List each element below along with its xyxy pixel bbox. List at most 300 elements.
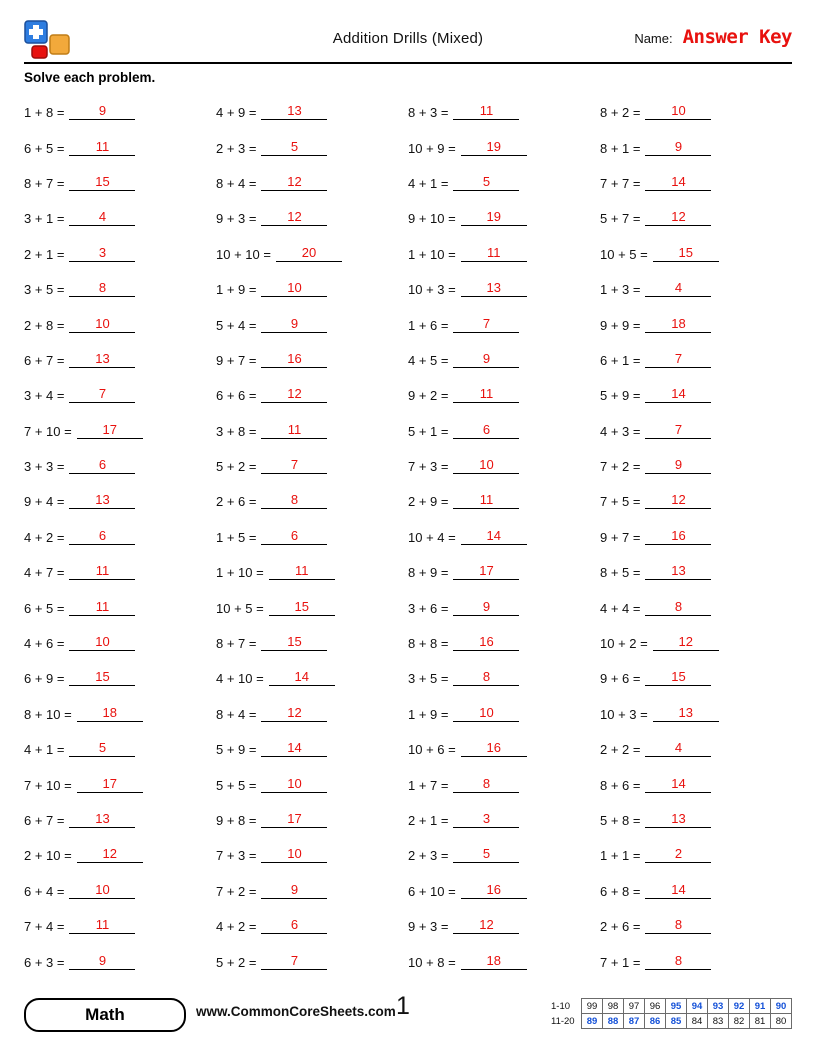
answer-value: 9 (98, 103, 107, 119)
answer-value: 5 (98, 740, 107, 756)
problem-expression: 4 + 6 = (24, 636, 65, 652)
answer-blank[interactable] (69, 280, 135, 297)
answer-value: 5 (290, 138, 299, 154)
answer-value: 14 (486, 527, 501, 543)
problem-item (24, 767, 216, 802)
problem-expression: 4 + 2 = (24, 529, 65, 545)
answer-blank[interactable] (453, 811, 519, 828)
answer-blank[interactable] (69, 599, 135, 616)
problem-expression: 10 + 5 = (600, 246, 648, 262)
problem-item (408, 237, 600, 272)
problem-item (600, 166, 792, 201)
answer-value: 9 (674, 457, 683, 473)
problem-expression: 9 + 3 = (216, 211, 257, 227)
answer-blank[interactable] (645, 209, 711, 226)
answer-value: 4 (674, 740, 683, 756)
answer-blank[interactable] (69, 882, 135, 899)
answer-blank[interactable] (645, 528, 711, 545)
answer-value: 19 (486, 209, 501, 225)
problem-expression: 1 + 10 = (216, 565, 264, 581)
problem-item (24, 590, 216, 625)
problem-item (600, 414, 792, 449)
problem-item (408, 590, 600, 625)
answer-value: 12 (287, 386, 302, 402)
answer-blank[interactable] (453, 705, 519, 722)
answer-value: 8 (482, 669, 491, 685)
answer-blank[interactable] (453, 351, 519, 368)
problem-expression: 8 + 4 = (216, 175, 257, 191)
answer-value: 15 (671, 669, 686, 685)
answer-blank[interactable] (653, 634, 719, 651)
score-cell: 92 (729, 999, 750, 1014)
answer-value: 20 (301, 244, 317, 260)
answer-blank[interactable] (453, 386, 519, 403)
answer-blank[interactable] (69, 669, 135, 686)
problem-item (408, 767, 600, 802)
problem-expression: 7 + 1 = (600, 954, 641, 970)
problem-expression: 6 + 4 = (24, 883, 65, 899)
answer-blank[interactable] (276, 245, 342, 262)
problem-item (600, 343, 792, 378)
answer-blank[interactable] (261, 705, 327, 722)
answer-blank[interactable] (77, 846, 143, 863)
answer-blank[interactable] (69, 139, 135, 156)
problem-expression: 1 + 3 = (600, 282, 641, 298)
problem-expression: 10 + 3 = (408, 282, 456, 298)
answer-value: 19 (486, 138, 501, 154)
answer-blank[interactable] (69, 528, 135, 545)
problem-expression: 7 + 2 = (216, 883, 257, 899)
answer-value: 10 (479, 457, 494, 473)
answer-blank[interactable] (645, 846, 711, 863)
problem-expression: 7 + 10 = (24, 777, 72, 793)
answer-value: 13 (287, 103, 302, 119)
answer-blank[interactable] (261, 811, 327, 828)
problem-expression: 9 + 7 = (216, 352, 257, 368)
answer-value: 8 (674, 917, 683, 933)
problem-expression: 5 + 8 = (600, 813, 641, 828)
problem-item (24, 307, 216, 342)
answer-value: 7 (482, 315, 491, 331)
problem-expression: 3 + 5 = (408, 671, 449, 687)
answer-blank[interactable] (69, 245, 135, 262)
problem-expression: 3 + 1 = (24, 211, 65, 227)
answer-value: 11 (479, 386, 494, 402)
problem-expression: 1 + 9 = (216, 282, 257, 298)
answer-blank[interactable] (453, 776, 519, 793)
answer-value: 6 (482, 421, 491, 437)
answer-blank[interactable] (453, 669, 519, 686)
answer-value: 14 (671, 173, 686, 189)
answer-blank[interactable] (69, 492, 135, 509)
answer-blank[interactable] (645, 492, 711, 509)
problem-item (216, 555, 408, 590)
answer-value: 13 (486, 280, 501, 296)
problem-expression: 3 + 8 = (216, 423, 257, 439)
answer-blank[interactable] (461, 528, 527, 545)
answer-blank[interactable] (645, 740, 711, 757)
answer-value: 12 (678, 634, 693, 650)
problem-item (600, 697, 792, 732)
answer-blank[interactable] (645, 776, 711, 793)
answer-value: 9 (482, 598, 491, 614)
answer-blank[interactable] (645, 917, 711, 934)
problem-expression: 7 + 3 = (216, 848, 257, 864)
answer-blank[interactable] (261, 492, 327, 509)
problem-expression: 9 + 2 = (408, 388, 449, 404)
problem-item (408, 697, 600, 732)
problem-item (216, 874, 408, 909)
answer-blank[interactable] (69, 563, 135, 580)
problem-expression: 2 + 3 = (216, 140, 257, 156)
problem-expression: 6 + 6 = (216, 388, 257, 404)
answer-value: 3 (98, 244, 107, 260)
answer-blank[interactable] (645, 103, 711, 120)
score-row (549, 1014, 792, 1029)
answer-value: 18 (671, 315, 686, 331)
answer-value: 5 (482, 173, 491, 189)
answer-value: 10 (95, 881, 110, 897)
answer-value: 13 (95, 492, 110, 508)
answer-value: 10 (287, 775, 302, 791)
problem-grid (24, 95, 792, 980)
problem-item (24, 201, 216, 236)
answer-value: 11 (95, 917, 110, 933)
problem-item (24, 732, 216, 767)
problem-expression: 9 + 8 = (216, 813, 257, 828)
answer-blank[interactable] (69, 457, 135, 474)
answer-blank[interactable] (261, 209, 327, 226)
score-cell: 87 (624, 1014, 645, 1029)
problem-item (24, 414, 216, 449)
score-cell: 88 (603, 1014, 624, 1029)
problem-expression: 5 + 2 = (216, 459, 257, 475)
answer-value: 15 (287, 634, 302, 650)
answer-blank[interactable] (261, 953, 327, 970)
answer-blank[interactable] (645, 386, 711, 403)
answer-blank[interactable] (453, 457, 519, 474)
score-table (549, 998, 792, 1029)
answer-value: 4 (674, 280, 683, 296)
answer-blank[interactable] (261, 422, 327, 439)
answer-blank[interactable] (269, 563, 335, 580)
answer-blank[interactable] (77, 776, 143, 793)
answer-blank[interactable] (645, 457, 711, 474)
problem-item (216, 767, 408, 802)
problem-item (600, 590, 792, 625)
worksheet-header (24, 18, 792, 64)
problem-item (600, 520, 792, 555)
problem-item (408, 201, 600, 236)
problem-item (600, 909, 792, 944)
problem-item (24, 130, 216, 165)
problem-expression: 3 + 6 = (408, 600, 449, 616)
score-cell: 86 (645, 1014, 666, 1029)
answer-blank[interactable] (261, 316, 327, 333)
problem-item (24, 237, 216, 272)
problem-item (24, 803, 216, 838)
score-cell: 83 (708, 1014, 729, 1029)
answer-value: 11 (287, 421, 302, 437)
answer-value: 11 (486, 244, 501, 260)
problem-expression: 6 + 5 = (24, 600, 65, 616)
answer-blank[interactable] (261, 528, 327, 545)
answer-blank[interactable] (69, 174, 135, 191)
problem-expression: 8 + 7 = (24, 175, 65, 191)
problem-item (600, 307, 792, 342)
problem-expression: 1 + 7 = (408, 777, 449, 793)
answer-value: 6 (98, 527, 107, 543)
answer-value: 2 (674, 846, 683, 862)
problem-expression: 3 + 5 = (24, 282, 65, 298)
score-cell: 97 (624, 999, 645, 1014)
answer-blank[interactable] (645, 422, 711, 439)
answer-value: 16 (486, 740, 501, 756)
problem-expression: 8 + 3 = (408, 105, 449, 121)
problem-item (408, 166, 600, 201)
answer-blank[interactable] (69, 386, 135, 403)
problem-item (24, 272, 216, 307)
problem-expression: 8 + 2 = (600, 105, 641, 121)
problem-expression: 9 + 6 = (600, 671, 641, 687)
problem-expression: 4 + 7 = (24, 565, 65, 581)
answer-value: 16 (671, 527, 686, 543)
score-cell: 95 (666, 999, 687, 1014)
score-cell: 81 (750, 1014, 771, 1029)
problem-item (600, 803, 792, 838)
problem-expression: 5 + 2 = (216, 954, 257, 970)
problem-item (216, 307, 408, 342)
answer-value: 9 (674, 138, 683, 154)
score-cell: 93 (708, 999, 729, 1014)
answer-blank[interactable] (69, 917, 135, 934)
problem-expression: 2 + 1 = (408, 813, 449, 828)
problem-item (24, 661, 216, 696)
problem-expression: 3 + 4 = (24, 388, 65, 404)
answer-blank[interactable] (77, 422, 143, 439)
answer-value: 7 (290, 952, 299, 968)
problem-item (24, 343, 216, 378)
problem-item (24, 555, 216, 590)
problem-expression: 5 + 9 = (600, 388, 641, 404)
answer-blank[interactable] (461, 209, 527, 226)
problem-item (600, 378, 792, 413)
problem-expression: 8 + 6 = (600, 777, 641, 793)
answer-value: 6 (290, 527, 299, 543)
answer-blank[interactable] (453, 634, 519, 651)
score-cell: 85 (666, 1014, 687, 1029)
answer-value: 13 (95, 350, 110, 366)
problem-item (600, 95, 792, 130)
problem-expression: 7 + 5 = (600, 494, 641, 510)
answer-blank[interactable] (261, 882, 327, 899)
problem-expression: 6 + 9 = (24, 671, 65, 687)
answer-blank[interactable] (69, 740, 135, 757)
problem-item (216, 378, 408, 413)
answer-blank[interactable] (453, 174, 519, 191)
problem-item (408, 130, 600, 165)
answer-blank[interactable] (645, 599, 711, 616)
problem-expression: 7 + 4 = (24, 919, 65, 935)
answer-blank[interactable] (645, 351, 711, 368)
answer-value: 12 (287, 704, 302, 720)
problem-expression: 10 + 4 = (408, 529, 456, 545)
answer-blank[interactable] (645, 139, 711, 156)
problem-expression: 2 + 9 = (408, 494, 449, 510)
answer-blank[interactable] (645, 953, 711, 970)
answer-blank[interactable] (645, 174, 711, 191)
answer-blank[interactable] (645, 669, 711, 686)
problem-item (600, 272, 792, 307)
score-row-label: 1-10 (551, 1000, 571, 1012)
answer-blank[interactable] (645, 882, 711, 899)
answer-blank[interactable] (69, 634, 135, 651)
problem-item (216, 697, 408, 732)
problem-item (408, 343, 600, 378)
problem-item (408, 803, 600, 838)
answer-blank[interactable] (461, 280, 527, 297)
problem-expression: 6 + 8 = (600, 883, 641, 899)
answer-blank[interactable] (453, 846, 519, 863)
problem-item (408, 732, 600, 767)
answer-blank[interactable] (269, 599, 335, 616)
problem-item (216, 130, 408, 165)
problem-item (216, 484, 408, 519)
answer-blank[interactable] (69, 103, 135, 120)
answer-value: 15 (678, 244, 693, 260)
problem-item (408, 272, 600, 307)
problem-item (408, 838, 600, 873)
problem-item (600, 237, 792, 272)
answer-value: 7 (98, 386, 107, 402)
answer-value: 18 (102, 704, 117, 720)
problem-item (216, 909, 408, 944)
answer-blank[interactable] (461, 740, 527, 757)
problem-expression: 1 + 9 = (408, 706, 449, 722)
problem-expression: 10 + 9 = (408, 140, 456, 156)
problem-expression: 5 + 5 = (216, 777, 257, 793)
answer-blank[interactable] (645, 563, 711, 580)
answer-blank[interactable] (261, 634, 327, 651)
answer-blank[interactable] (261, 776, 327, 793)
problem-expression: 8 + 10 = (24, 706, 72, 722)
answer-blank[interactable] (461, 139, 527, 156)
answer-value: 14 (294, 669, 309, 685)
answer-blank[interactable] (453, 563, 519, 580)
answer-value: 12 (287, 173, 302, 189)
problem-expression: 6 + 10 = (408, 883, 456, 899)
answer-value: 8 (98, 280, 107, 296)
answer-blank[interactable] (261, 280, 327, 297)
answer-value: 11 (95, 138, 110, 154)
answer-blank[interactable] (653, 245, 719, 262)
answer-value: 17 (287, 811, 302, 826)
answer-blank[interactable] (461, 245, 527, 262)
problem-expression: 4 + 4 = (600, 600, 641, 616)
problem-expression: 8 + 5 = (600, 565, 641, 581)
website-url: www.CommonCoreSheets.com (196, 1004, 396, 1019)
problem-item (408, 555, 600, 590)
problem-item (24, 874, 216, 909)
answer-blank[interactable] (261, 846, 327, 863)
answer-blank[interactable] (261, 351, 327, 368)
answer-blank[interactable] (69, 953, 135, 970)
answer-value: 12 (479, 917, 494, 933)
answer-blank[interactable] (261, 139, 327, 156)
answer-blank[interactable] (461, 882, 527, 899)
problem-item (600, 130, 792, 165)
problem-expression: 2 + 2 = (600, 742, 641, 758)
problem-expression: 8 + 4 = (216, 706, 257, 722)
problem-item (408, 307, 600, 342)
answer-value: 10 (95, 634, 110, 650)
answer-blank[interactable] (69, 351, 135, 368)
answer-value: 17 (102, 421, 117, 437)
problem-item (24, 378, 216, 413)
answer-value: 9 (98, 952, 107, 968)
answer-value: 7 (674, 421, 683, 437)
answer-value: 5 (482, 846, 491, 862)
answer-blank[interactable] (261, 386, 327, 403)
answer-blank[interactable] (77, 705, 143, 722)
problem-expression: 5 + 1 = (408, 423, 449, 439)
answer-blank[interactable] (653, 705, 719, 722)
answer-blank[interactable] (461, 953, 527, 970)
problem-item (408, 661, 600, 696)
answer-value: 8 (482, 775, 491, 791)
answer-blank[interactable] (69, 209, 135, 226)
score-row (549, 999, 792, 1014)
answer-blank[interactable] (269, 669, 335, 686)
problem-item (216, 201, 408, 236)
answer-blank[interactable] (453, 316, 519, 333)
answer-blank[interactable] (261, 917, 327, 934)
answer-blank[interactable] (645, 811, 711, 828)
answer-blank[interactable] (453, 492, 519, 509)
answer-blank[interactable] (261, 740, 327, 757)
answer-blank[interactable] (453, 103, 519, 120)
answer-value: 16 (287, 350, 302, 366)
score-cell: 99 (582, 999, 603, 1014)
score-cell: 90 (771, 999, 792, 1014)
answer-value: 11 (95, 598, 110, 614)
answer-blank[interactable] (645, 280, 711, 297)
problem-expression: 2 + 6 = (600, 919, 641, 935)
answer-blank[interactable] (261, 103, 327, 120)
problem-expression: 10 + 8 = (408, 954, 456, 970)
problem-expression: 4 + 1 = (408, 175, 449, 191)
answer-blank[interactable] (645, 316, 711, 333)
problem-expression: 7 + 3 = (408, 459, 449, 475)
problem-item (600, 944, 792, 979)
answer-value: 14 (671, 775, 686, 791)
answer-blank[interactable] (69, 811, 135, 828)
answer-blank[interactable] (453, 422, 519, 439)
answer-value: 17 (102, 775, 117, 791)
problem-item (216, 803, 408, 838)
answer-blank[interactable] (453, 917, 519, 934)
answer-value: 9 (482, 350, 491, 366)
problem-item (600, 449, 792, 484)
answer-blank[interactable] (261, 174, 327, 191)
answer-value: 17 (479, 563, 494, 579)
problem-item (408, 944, 600, 979)
answer-value: 6 (290, 917, 299, 933)
answer-blank[interactable] (453, 599, 519, 616)
answer-blank[interactable] (69, 316, 135, 333)
problem-expression: 9 + 3 = (408, 919, 449, 935)
answer-blank[interactable] (261, 457, 327, 474)
